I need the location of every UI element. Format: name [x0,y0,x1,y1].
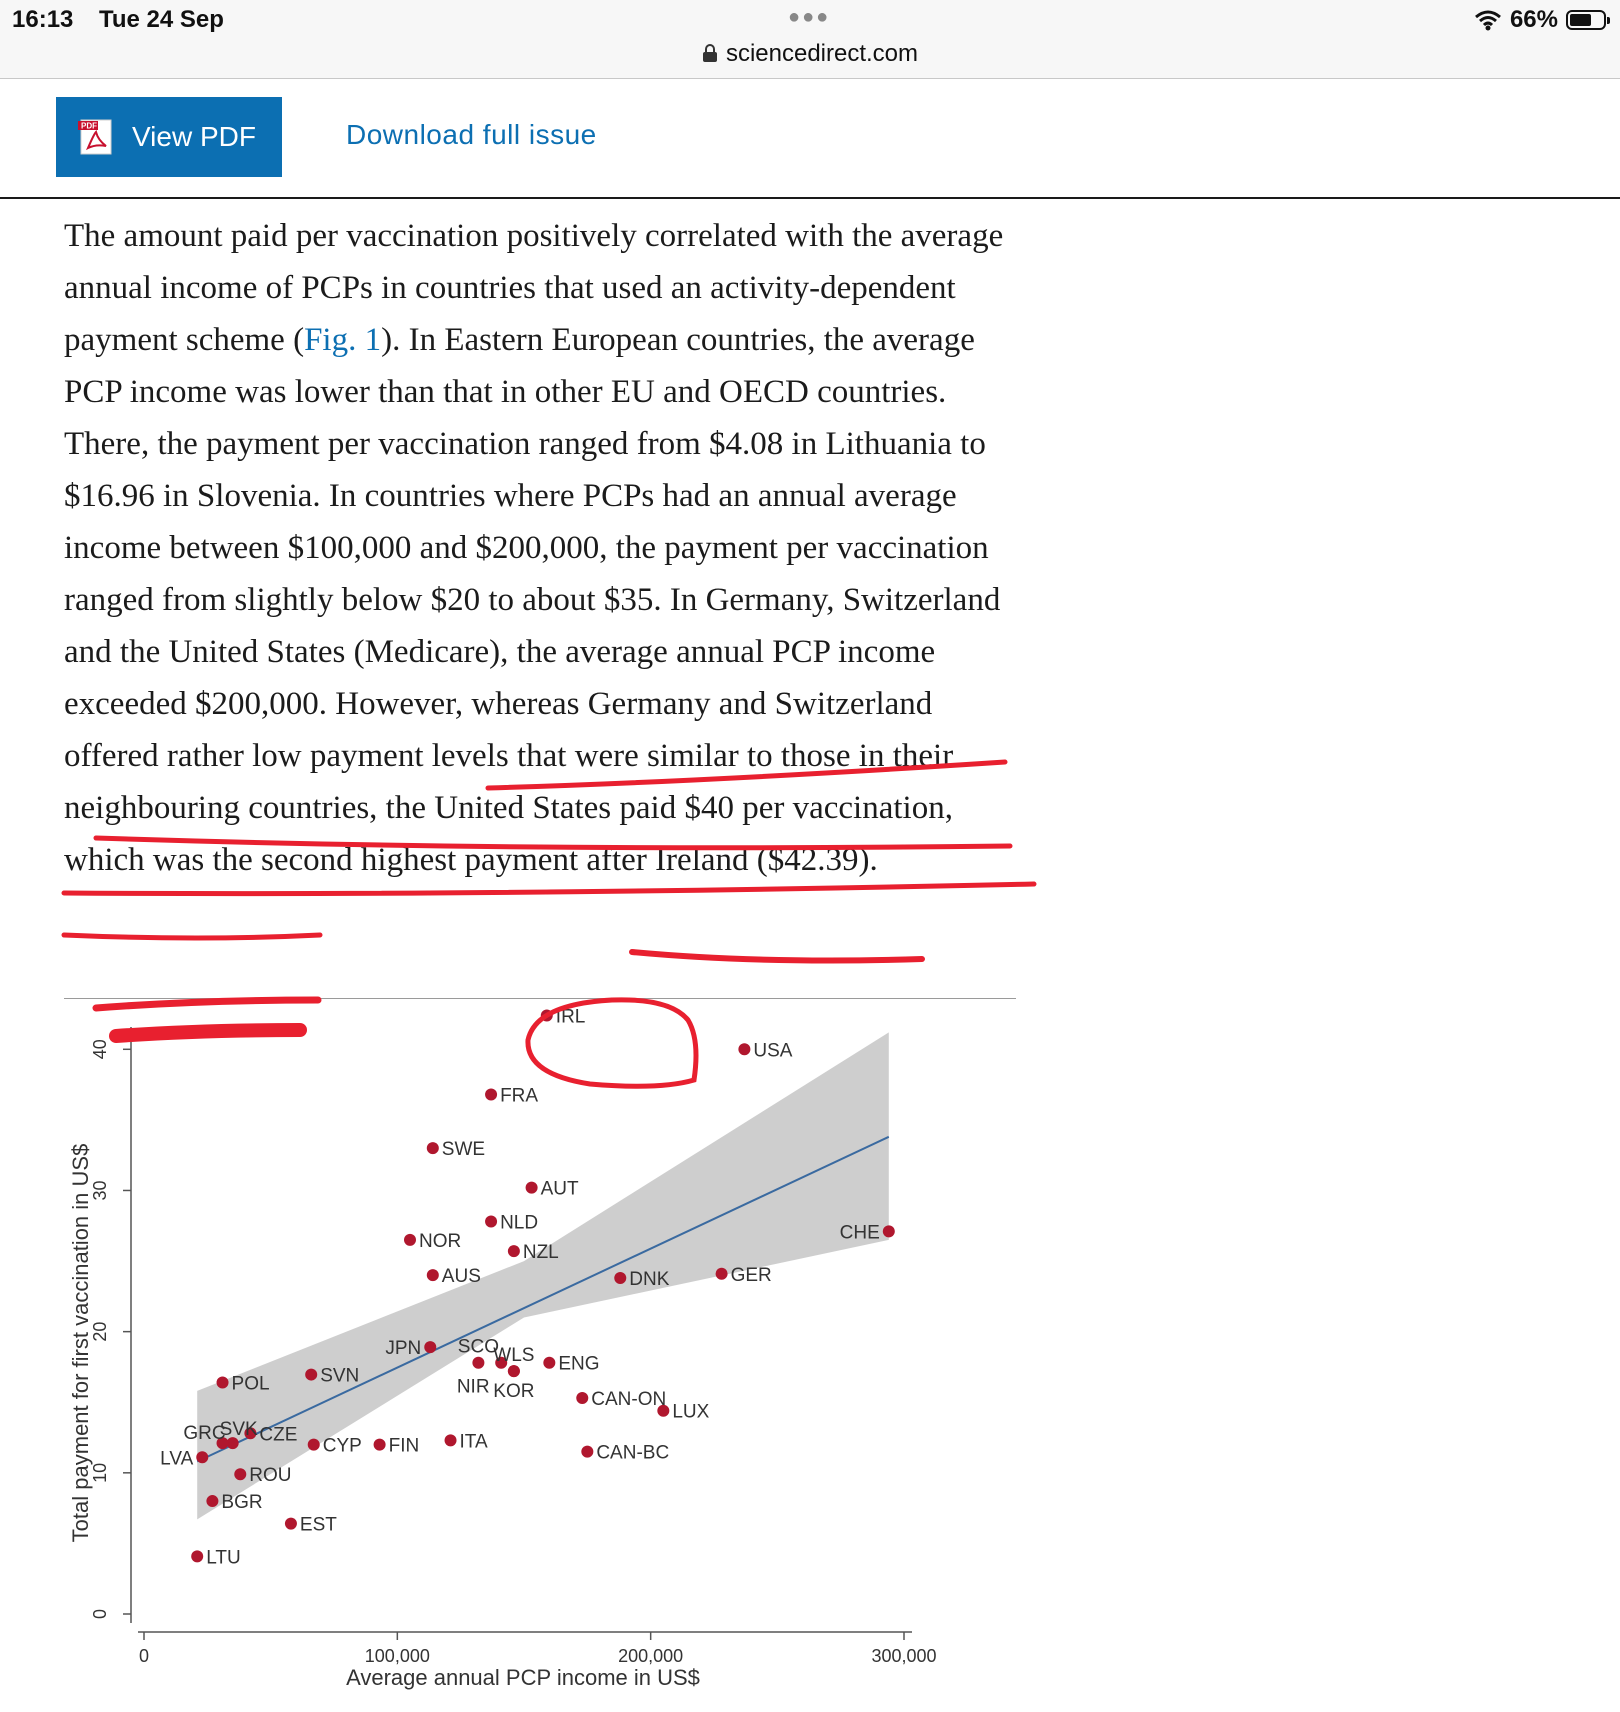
battery-icon [1566,10,1606,30]
point-label-rou: ROU [249,1465,292,1487]
battery-level [1570,14,1591,26]
data-point-aut [526,1182,538,1194]
point-label-bgr: BGR [221,1492,263,1514]
point-label-lux: LUX [672,1401,710,1423]
point-label-irl: IRL [555,1006,586,1028]
point-label-fin: FIN [388,1435,420,1457]
x-tick-label: 200,000 [618,1646,684,1666]
point-label-dnk: DNK [629,1269,670,1290]
article-toolbar [0,79,1620,199]
data-point-sco [472,1357,484,1369]
data-point-irl [541,1010,553,1022]
data-point-dnk [614,1272,626,1284]
status-indicators [1474,6,1606,34]
data-point-swe [427,1142,439,1154]
data-point-nzl [508,1245,520,1257]
y-tick-label: 10 [90,1462,110,1483]
address-bar[interactable] [0,40,1620,68]
view-pdf-label: View PDF [132,121,256,152]
point-label-nzl: NZL [522,1242,559,1264]
data-point-lva [196,1451,208,1463]
data-point-est [285,1518,297,1530]
y-tick-label: 30 [90,1180,110,1201]
underline-4b [632,952,922,960]
point-label-sco: SCO [457,1336,499,1358]
article-paragraph [64,210,1024,886]
pdf-icon-text: PDF [81,121,97,131]
y-axis-title: Total payment for first vaccination in US$ [68,1143,93,1543]
point-label-kor: KOR [493,1381,535,1403]
data-point-fra [485,1088,497,1100]
confidence-band-layer [197,1032,889,1519]
fig-1-link[interactable]: Fig. 1 [304,322,382,358]
wifi-icon [1474,9,1502,31]
data-point-ger [716,1268,728,1280]
y-tick-label: 0 [90,1608,110,1620]
point-label-swe: SWE [441,1139,486,1161]
point-label-svn: SVN [320,1365,360,1387]
point-label-fra: FRA [500,1085,539,1107]
status-time: 16:13 [12,6,74,33]
data-point-svn [305,1369,317,1381]
data-point-jpn [424,1341,436,1353]
paragraph-text-start: The amount paid per vaccination positively correlated with the average annual income of PCPs in countries that used an activity-dependent payment scheme ( [64,218,1004,358]
point-label-eng: ENG [558,1353,600,1375]
x-tick-label: 0 [138,1646,150,1666]
point-label-cyp: CYP [322,1435,362,1457]
view-pdf-button[interactable] [56,97,282,177]
download-full-issue-link[interactable]: Download full issue [346,119,597,150]
point-label-grc: GRC [183,1423,226,1445]
data-point-pol [217,1376,229,1388]
y-tick-label: 40 [90,1039,110,1060]
data-point-ltu [191,1550,203,1562]
data-point-fin [374,1439,386,1451]
figure-1[interactable] [60,1005,1040,1705]
point-label-nor: NOR [419,1230,462,1252]
paragraph-text-end: ). In Eastern European countries, the average PCP income was lower than that in other EU and OECD countries. There, the payment per vaccination ranged from $4.08 in Lithuania to $16.96 in Slovenia. In countries where PCPs had an annual average income between $100,000 and $200,000, the payment per vaccination ranged from slightly below $20 to about $35. In Germany, Switzerland and the United States (Medicare), the average annual PCP income exceeded $200,000. However, whereas Germany and Switzerland offered rather low payment levels that were similar to those in their neighbouring countries, the United States paid $40 per vaccination, which was the second highest payment after Ireland ($42.39). [64,322,1001,878]
point-label-aut: AUT [540,1178,579,1200]
point-label-wls: WLS [493,1345,535,1367]
point-label-nld: NLD [500,1212,539,1234]
point-label-cze: CZE [259,1424,298,1446]
more-dots-icon[interactable]: ●●● [788,6,831,28]
point-label-can-bc: CAN-BC [596,1442,670,1464]
data-point-nor [404,1234,416,1246]
data-point-nld [485,1216,497,1228]
x-tick-label: 300,000 [871,1646,937,1666]
data-point-eng [543,1357,555,1369]
data-point-bgr [206,1495,218,1507]
point-label-ita: ITA [459,1431,488,1453]
point-label-ger: GER [730,1264,772,1286]
x-tick-label: 100,000 [364,1646,430,1666]
underline-4a [64,935,320,938]
data-point-aus [427,1269,439,1281]
figure-divider [64,998,1016,999]
point-label-aus: AUS [441,1266,481,1288]
point-label-usa: USA [753,1040,793,1062]
pdf-file-icon [78,118,118,156]
status-date: Tue 24 Sep [99,6,224,33]
confidence-band [197,1032,889,1519]
point-label-est: EST [299,1514,337,1536]
point-label-jpn: JPN [385,1338,422,1360]
x-axis-title: Average annual PCP income in US$ [346,1665,700,1690]
scatter-chart [60,1005,1040,1705]
point-label-svk: SVK [219,1419,258,1441]
point-label-nir: NIR [456,1376,490,1398]
point-label-che: CHE [839,1222,880,1244]
data-point-cyp [308,1439,320,1451]
data-point-che [883,1225,895,1237]
point-label-pol: POL [231,1373,270,1395]
data-point-usa [738,1043,750,1055]
lock-icon [702,43,718,63]
battery-percent: 66% [1509,6,1558,33]
status-bar [0,0,1620,79]
url-text: sciencedirect.com [725,40,919,67]
data-point-can-on [576,1392,588,1404]
data-point-ita [445,1434,457,1446]
point-label-can-on: CAN-ON [591,1389,667,1410]
point-label-ltu: LTU [206,1547,241,1569]
data-point-can-bc [581,1446,593,1458]
point-label-lva: LVA [160,1448,194,1470]
data-point-rou [234,1468,246,1480]
y-tick-label: 20 [90,1321,110,1342]
data-point-kor [508,1365,520,1377]
